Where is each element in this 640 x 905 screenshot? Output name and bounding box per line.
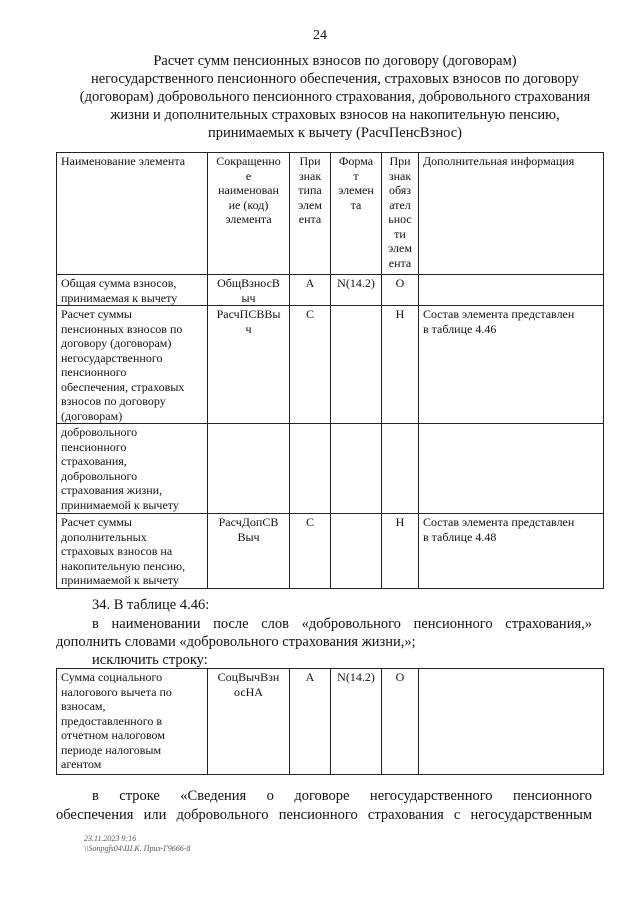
- table-cell: [331, 514, 382, 589]
- table-cell: N(14.2): [331, 669, 382, 775]
- table-cell: РасчДопСВ Выч: [208, 514, 290, 589]
- title-line: жизни и дополнительных страховых взносов на накопительную пенсию,: [110, 107, 560, 123]
- table-cell: [419, 275, 604, 306]
- table-cell: Н: [382, 306, 419, 424]
- table-cell: [331, 306, 382, 424]
- header-cell: Дополнительная информация: [419, 153, 604, 275]
- table-cell: Н: [382, 514, 419, 589]
- table-row: [57, 514, 604, 589]
- title-line: негосударственного пенсионного обеспечения, страховых взносов по договору: [90, 71, 580, 87]
- footer-line: \\Sonpgfs04\Ш.К. Приз-Г9666-8: [84, 844, 191, 853]
- page-number: 24: [313, 28, 327, 43]
- table-header-row: [57, 153, 604, 275]
- table-cell: О: [382, 275, 419, 306]
- table-cell: [419, 424, 604, 514]
- table-cell: [419, 669, 604, 775]
- excluded-row-table: [56, 668, 604, 775]
- table-row: [57, 306, 604, 424]
- table-row: [57, 669, 604, 775]
- header-cell: Сокращенно е наименован ие (код) элемента: [208, 153, 290, 275]
- table-cell: [382, 424, 419, 514]
- table-cell: Расчет суммы пенсионных взносов по договору (договорам) негосударственного пенсионного обеспечения, страховых взносов по договору (договорам): [57, 306, 208, 424]
- document-title: [48, 52, 622, 142]
- table-cell: [290, 424, 331, 514]
- table-cell: А: [290, 275, 331, 306]
- table-cell: СоцВычВзн осНА: [208, 669, 290, 775]
- footer-line: 23.11.2023 9:16: [84, 834, 137, 843]
- title-line: (договорам) добровольного пенсионного страхования, добровольного страхования: [79, 89, 591, 105]
- header-cell: Форма т элемен та: [331, 153, 382, 275]
- title-line: Расчет сумм пенсионных взносов по договору (договорам): [153, 53, 517, 69]
- table-cell: РасчПСВВы ч: [208, 306, 290, 424]
- elements-table: [56, 152, 604, 589]
- table-cell: Расчет суммы дополнительных страховых взносов на накопительную пенсию, принимаемой к вычету: [57, 514, 208, 589]
- table-cell: Сумма социального налогового вычета по взносам, предоставленного в отчетном налоговом периоде налоговым агентом: [57, 669, 208, 775]
- table-cell: О: [382, 669, 419, 775]
- table-cell: N(14.2): [331, 275, 382, 306]
- table-cell: Общая сумма взносов, принимаемая к вычету: [57, 275, 208, 306]
- closing-line: обеспечения или добровольного пенсионного страхования с негосударственным: [56, 807, 592, 823]
- table-cell: ОбщВзносВ ыч: [208, 275, 290, 306]
- table-cell: Состав элемента представлен в таблице 4.46: [419, 306, 604, 424]
- title-line: принимаемых к вычету (РасчПенсВзнос): [208, 125, 462, 141]
- item-34-heading: 34. В таблице 4.46:: [92, 597, 210, 613]
- item-34-line: в наименовании после слов «добровольного пенсионного страхования,»: [92, 616, 592, 632]
- table-row: [57, 424, 604, 514]
- table-row: [57, 275, 604, 306]
- header-cell: При знак обяз ател ьнос ти элем ента: [382, 153, 419, 275]
- header-cell: Наименование элемента: [57, 153, 208, 275]
- table-cell: А: [290, 669, 331, 775]
- table-cell: [208, 424, 290, 514]
- table-cell: Состав элемента представлен в таблице 4.48: [419, 514, 604, 589]
- item-34-line: исключить строку:: [92, 652, 208, 668]
- item-34-line: дополнить словами «добровольного страхования жизни,»;: [56, 634, 416, 650]
- table-cell: [331, 424, 382, 514]
- table-cell: С: [290, 514, 331, 589]
- table-cell: С: [290, 306, 331, 424]
- closing-line: в строке «Сведения о договоре негосударственного пенсионного: [92, 788, 592, 804]
- footer-stamp: [84, 834, 190, 854]
- table-cell: добровольного пенсионного страхования, добровольного страхования жизни, принимаемой к вычету: [57, 424, 208, 514]
- header-cell: При знак типа элем ента: [290, 153, 331, 275]
